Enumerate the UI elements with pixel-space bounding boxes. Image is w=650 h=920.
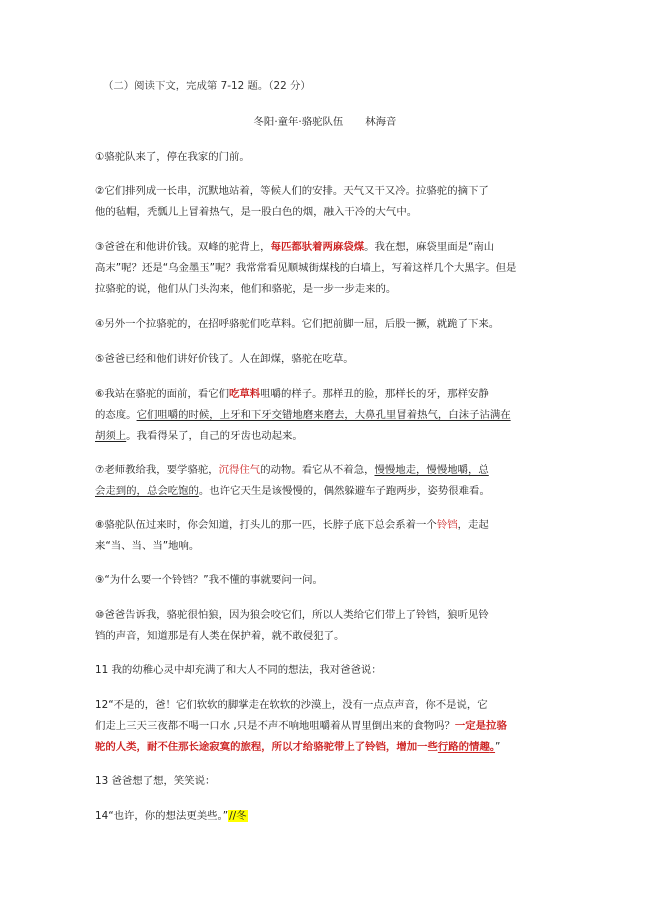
paragraph-3-line-3: 拉骆驼的说，他们从门头沟来，他们和骆驼，是一步一步走来的。: [95, 283, 397, 295]
paragraph-6-line-3: [95, 426, 557, 447]
text-run: ⑥我站在骆驼的面前，看它们: [95, 388, 230, 400]
paragraph-6-line-1: [95, 384, 557, 405]
paragraph-3-line-1: [95, 237, 557, 258]
paragraph-12-line-3: [95, 737, 557, 758]
text-run: 们走上三天三夜都不喝一口水 ,只是不声不响地咀嚼着从胃里倒出来的食物吗？: [95, 720, 455, 732]
text-run: 。我看得呆了，自己的牙齿也动起来。: [126, 430, 303, 442]
highlighted-text: 驼的人类，耐不住那长途寂寞的旅程，所以才给骆驼带上了铃铛，增加一些: [95, 741, 438, 753]
paragraph-10-line-1: ⑩爸爸告诉我，骆驼很怕狼，因为狼会咬它们，所以人类给它们带上了铃铛，狼听见铃: [95, 609, 489, 621]
paragraph-2-line-1: ②它们排列成一长串，沉默地站着，等候人们的安排。天气又干又冷。拉骆驼的摘下了: [95, 185, 489, 197]
highlighted-underlined-text: 行路的情趣: [437, 741, 490, 753]
paragraph-12-line-1: 12“不是的，爸！它们软软的脚掌走在软软的沙漠上，没有一点点声音，你不是说，它: [95, 699, 488, 711]
text-run: 14“也许，你的想法更美些。”: [95, 810, 229, 822]
underlined-text: 胡须上: [95, 430, 127, 442]
paragraph-13: 13 爸爸想了想，笑笑说：: [95, 775, 216, 787]
paragraph-9: ⑨“为什么要一个铃铛？”我不懂的事就要问一问。: [95, 574, 323, 586]
paragraph-12-line-2: [95, 716, 557, 737]
text-run: 。我在想，麻袋里面是“南山: [364, 241, 495, 253]
text-run: ，走起: [457, 519, 489, 531]
text-run: 咀嚼的样子。那样丑的脸，那样长的牙，那样安静: [260, 388, 489, 400]
underlined-text: 慢慢地走，慢慢地嚼，总: [374, 464, 489, 476]
article-author: 林海音: [365, 116, 397, 128]
highlighted-text: 每匹都驮着两麻袋煤: [270, 241, 365, 253]
paragraph-8-line-1: [95, 515, 557, 536]
paragraph-4: ④另外一个拉骆驼的，在招呼骆驼们吃草料。它们把前脚一屈，后股一撅，就跪了下来。: [95, 318, 500, 330]
highlighted-text: 。: [489, 741, 496, 753]
paragraph-7-line-1: [95, 460, 557, 481]
text-run: ⑦老师教给我，要学骆驼，: [95, 464, 219, 476]
paragraph-2-line-2: 他的毡帽，秃瓢儿上冒着热气，是一股白色的烟，融入干冷的大气中。: [95, 206, 418, 218]
paragraph-10-line-2: 铛的声音，知道那是有人类在保护着，就不敢侵犯了。: [95, 630, 345, 642]
highlighted-text: 一定是拉骆: [454, 720, 507, 732]
yellow-highlight-text: //冬: [229, 810, 247, 822]
text-run: 。也许它天生是该慢慢的，偶然躲避车子跑两步，姿势很难看。: [198, 485, 490, 497]
paragraph-7-line-2: [95, 481, 557, 502]
highlighted-text: 沉得住气: [218, 464, 261, 476]
paragraph-8-line-2: 来“当、当、当”地响。: [95, 540, 200, 552]
text-run: ”: [495, 741, 501, 753]
text-run: 的态度。: [95, 409, 137, 421]
section-intro: （二）阅读下文，完成第 7-12 题。（22 分）: [103, 80, 311, 92]
paragraph-11: 11 我的幼稚心灵中却充满了和大人不同的想法，我对爸爸说：: [95, 664, 382, 676]
paragraph-5: ⑤爸爸已经和他们讲好价钱了。人在卸煤，骆驼在吃草。: [95, 353, 354, 365]
highlighted-text: 吃草料: [229, 388, 261, 400]
underlined-text: 它们咀嚼的时候，上牙和下牙交错地磨来磨去，大鼻孔里冒着热气，白沫子沾满在: [136, 409, 511, 421]
text-run: ⑧骆驼队伍过来时，你会知道，打头儿的那一匹，长脖子底下总会系着一个: [95, 519, 437, 531]
article-title-line: [0, 112, 650, 133]
paragraph-6-line-2: [95, 405, 557, 426]
text-run: ③爸爸在和他讲价钱。双峰的驼背上，: [95, 241, 271, 253]
highlighted-text: 铃铛: [436, 519, 458, 531]
paragraph-3-line-2: 高末”呢？还是“乌金墨玉”呢？我常常看见顺城街煤栈的白墙上，写着这样几个大黑字。但是: [95, 262, 517, 274]
underlined-text: 会走到的，总会吃饱的: [95, 485, 199, 497]
paragraph-1: ①骆驼队来了，停在我家的门前。: [95, 151, 250, 163]
text-run: 的动物。看它从不着急，: [260, 464, 375, 476]
article-title: 冬阳·童年·骆驼队伍: [253, 116, 344, 128]
paragraph-14: [95, 806, 557, 827]
